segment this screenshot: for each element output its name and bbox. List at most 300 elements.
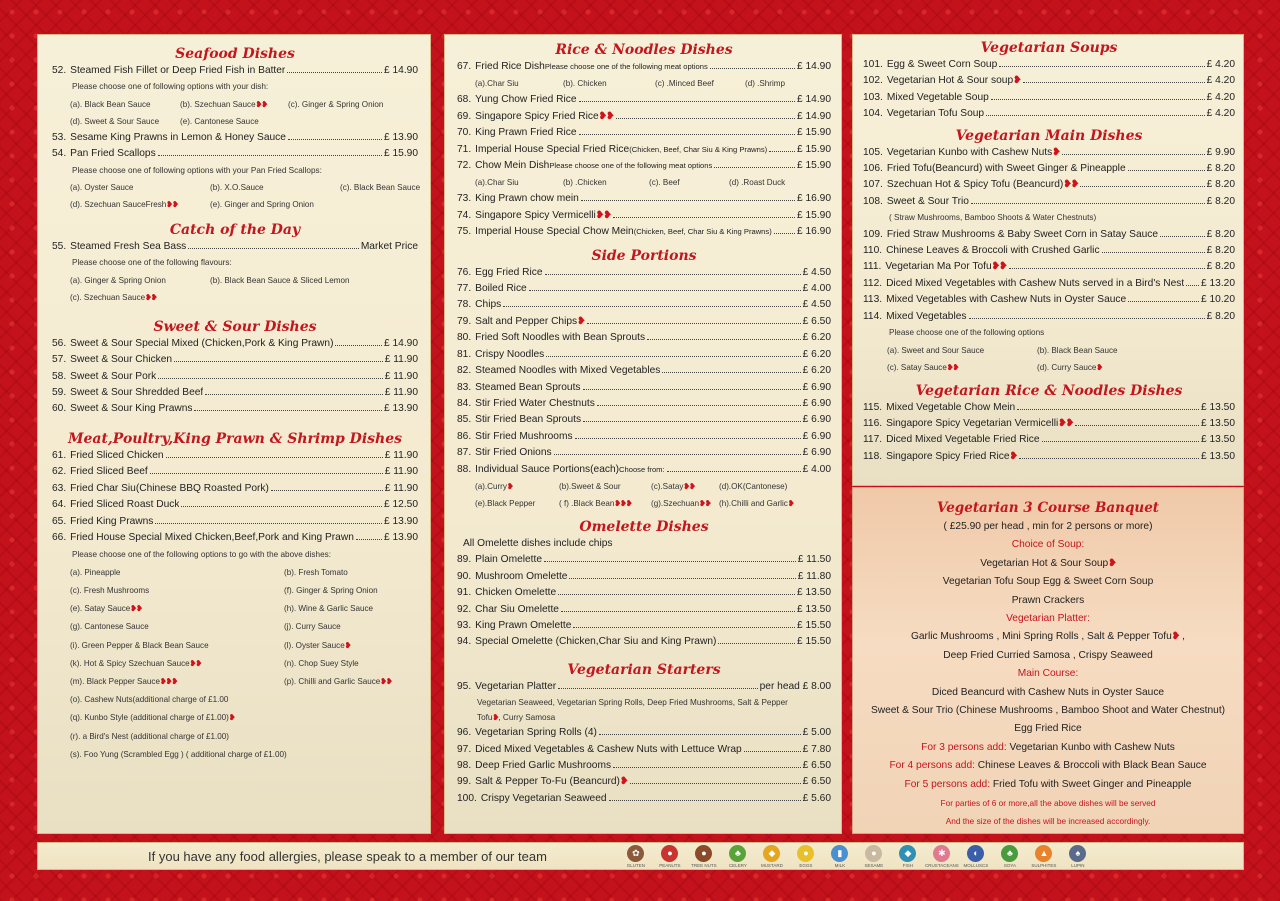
item-name: Vegetarian Kunbo with Cashew Nuts — [886, 146, 1053, 158]
option: (c). Fresh Mushrooms — [70, 585, 150, 595]
banquet-main-heading: Main Course: — [1017, 668, 1079, 680]
banquet-add-5: For 5 persons add: Fried Tofu with Sweet Ginger and Pineapple — [904, 778, 1192, 790]
option: (j). Curry Sauce — [284, 622, 341, 632]
item-name: Chinese Leaves & Broccoli with Crushed Garlic — [886, 245, 1100, 257]
item-number: 68. — [457, 94, 472, 106]
item-price: £ 4.50 — [802, 266, 831, 278]
menu-item — [863, 292, 1235, 308]
trio-note: ( Straw Mushrooms, Bamboo Shoots & Water Chestnuts) — [889, 213, 1097, 223]
item-number: 95. — [457, 680, 472, 692]
item-name: Fried Char Siu(Chinese BBQ Roasted Pork) — [70, 482, 269, 494]
sulphite-icon: ▲ — [1035, 845, 1052, 862]
item-name: Mixed Vegetables — [886, 310, 967, 322]
item-price: £ 9.90 — [1206, 146, 1235, 158]
item-number: 107. — [863, 179, 883, 191]
option: (c). Szechuan Sauce❥❥ — [70, 292, 157, 302]
item-price: £ 15.90 — [797, 143, 831, 155]
menu-item — [457, 412, 831, 428]
item-price: £ 4.20 — [1206, 91, 1235, 103]
item-price: £ 13.50 — [797, 587, 831, 599]
item-number: 67. — [457, 61, 472, 72]
option: (m). Black Pepper Sauce❥❥❥ — [70, 676, 178, 686]
item-price: £ 11.90 — [384, 370, 418, 382]
item-name: Steamed Fresh Sea Bass — [70, 241, 187, 253]
item-price: £ 12.50 — [384, 499, 418, 511]
options-list — [52, 179, 421, 213]
item-number: 55. — [52, 241, 67, 253]
item-price: £ 8.20 — [1206, 163, 1235, 175]
chili-icon: ❥❥ — [145, 292, 157, 302]
item-name: Fried Tofu(Beancurd) with Sweet Ginger & Pineapple — [886, 163, 1126, 175]
item-name: Sweet & Sour Chicken — [70, 354, 173, 366]
chili-icon: ❥ — [577, 315, 585, 327]
option: (n). Chop Suey Style — [284, 658, 359, 668]
option: (a).Curry❥ — [475, 481, 513, 491]
menu-item — [457, 191, 831, 207]
menu-item — [52, 352, 418, 368]
option: (b). Black Bean Sauce & Sliced Lemon — [210, 275, 350, 285]
options-list — [457, 75, 831, 92]
item-price: £ 6.90 — [802, 397, 831, 409]
menu-item — [457, 265, 831, 281]
item-name: Diced Mixed Vegetable Fried Rice — [886, 434, 1040, 446]
item-name: King Prawn chow mein — [475, 193, 579, 205]
item-number: 96. — [457, 727, 472, 739]
item-price: £ 4.20 — [1206, 108, 1235, 120]
milk-icon: ▮ — [831, 845, 848, 862]
menu-item — [457, 429, 831, 445]
menu-item — [457, 142, 831, 158]
section-title-catch: Catch of the Day — [169, 222, 301, 239]
banquet-soup-heading: Choice of Soup: — [1011, 539, 1085, 551]
allergen-label: CELERY — [728, 862, 747, 868]
option: (l). Oyster Sauce❥ — [284, 640, 351, 650]
allergen-label: SESAME — [864, 862, 884, 868]
item-price: £ 14.90 — [384, 65, 418, 76]
allergen-label: TREE NUTS — [691, 862, 717, 868]
option: (d). Curry Sauce❥ — [1037, 362, 1103, 372]
item-name: Vegetarian Spring Rolls (4) — [475, 727, 597, 739]
item-number: 112. — [863, 277, 883, 289]
options-note: Please choose one of the following options to go with the above dishes: — [72, 550, 331, 560]
item-number: 89. — [457, 554, 472, 566]
item-name: King Prawn Fried Rice — [475, 127, 577, 139]
menu-item — [457, 158, 831, 174]
menu-item — [457, 774, 831, 790]
item-name: Singapore Spicy Vegetarian Vermicelli — [886, 417, 1059, 429]
item-number: 81. — [457, 348, 472, 360]
item-price: Market Price — [360, 241, 418, 253]
menu-item — [863, 145, 1235, 161]
allergen-label: SOYA — [1003, 862, 1016, 868]
item-number: 75. — [457, 226, 472, 238]
item-price: £ 15.50 — [797, 619, 831, 631]
item-name: Crispy Vegetarian Seaweed — [480, 792, 607, 804]
option: (a). Ginger & Spring Onion — [70, 275, 166, 285]
menu-item — [863, 400, 1235, 416]
options-list — [457, 478, 831, 512]
menu-item — [457, 92, 831, 108]
item-price: £ 4.20 — [1206, 75, 1235, 87]
menu-item — [457, 758, 831, 774]
menu-item — [52, 530, 418, 546]
item-name: Sesame King Prawns in Lemon & Honey Sauce — [70, 131, 286, 143]
banquet-main-3: Egg Fried Rice — [1014, 723, 1082, 735]
allergen-label: MILK — [834, 862, 846, 868]
chili-icon: ❥ — [1096, 362, 1103, 372]
menu-item — [52, 239, 418, 255]
menu-column-1 — [37, 34, 431, 834]
item-name: Sweet & Sour Trio — [886, 195, 969, 207]
option: (b). Szechuan Sauce❥❥ — [180, 99, 268, 109]
option: (e). Cantonese Sauce — [180, 116, 259, 126]
item-number: 92. — [457, 603, 472, 615]
menu-item — [457, 224, 831, 240]
menu-item — [52, 481, 418, 497]
chili-icon: ❥ — [787, 498, 794, 508]
chili-icon: ❥❥❥ — [159, 676, 178, 686]
option: (g).Szechuan❥❥ — [651, 498, 711, 508]
item-number: 106. — [863, 163, 883, 175]
banquet-main-2: Sweet & Sour Trio (Chinese Mushrooms , Bamboo Shoot and Water Chestnut) — [870, 705, 1226, 717]
item-number: 65. — [52, 515, 67, 527]
banquet-platter-1: Garlic Mushrooms , Mini Spring Rolls , Salt & Pepper Tofu❥ , — [910, 631, 1186, 643]
chili-icon: ❥ — [1013, 75, 1021, 87]
item-name: Fried Sliced Roast Duck — [70, 499, 180, 511]
option: (a).Char Siu — [475, 178, 519, 188]
chili-icon: ❥❥ — [166, 200, 178, 210]
allergen-label: LUPIN — [1071, 862, 1085, 868]
option: (f). Ginger & Spring Onion — [284, 585, 378, 595]
chili-icon: ❥ — [228, 713, 235, 723]
item-name: Salt and Pepper Chips — [475, 315, 578, 327]
option: (p). Chilli and Garlic Sauce❥❥ — [284, 676, 392, 686]
item-name: Fried Soft Noodles with Bean Sprouts — [475, 332, 646, 344]
item-price: £ 13.90 — [384, 515, 418, 527]
option: (e). Satay Sauce❥❥ — [70, 604, 142, 614]
menu-item — [457, 347, 831, 363]
options-list — [863, 342, 1235, 376]
soya-icon: ♣ — [1001, 845, 1018, 862]
banquet-add-4: For 4 persons add: Chinese Leaves & Broccoli with Black Bean Sauce — [889, 760, 1207, 772]
item-number: 78. — [457, 299, 472, 311]
item-price: £ 15.50 — [797, 636, 831, 648]
chili-icon: ❥❥ — [1058, 417, 1074, 429]
option: (b). Black Bean Sauce — [1037, 345, 1118, 355]
item-name: Singapore Spicy Vermicelli — [475, 209, 596, 221]
item-number: 60. — [52, 403, 67, 415]
item-number: 99. — [457, 776, 472, 788]
item-number: 101. — [863, 59, 883, 70]
celery-icon: ♣ — [729, 845, 746, 862]
chili-icon: ❥ — [344, 640, 351, 650]
item-price: £ 14.90 — [797, 61, 831, 72]
item-name: Yung Chow Fried Rice — [475, 94, 577, 106]
menu-item — [52, 385, 418, 401]
item-price: £ 16.90 — [797, 226, 831, 238]
item-name: Boiled Rice — [475, 283, 527, 295]
item-name: Mixed Vegetable Chow Mein — [886, 401, 1016, 413]
allergen-label: FISH — [902, 862, 914, 868]
menu-item — [863, 276, 1235, 292]
chili-icon: ❥ — [1171, 631, 1180, 643]
item-number: 53. — [52, 131, 67, 143]
banquet-price: ( £25.90 per head , min for 2 persons or more) — [943, 521, 1153, 532]
option: (c). Beef — [649, 178, 680, 188]
banquet-add-3: For 3 persons add: Vegetarian Kunbo with Cashew Nuts — [921, 741, 1175, 753]
banquet-platter-heading: Vegetarian Platter: — [1006, 613, 1090, 625]
item-number: 110. — [863, 245, 883, 257]
item-number: 84. — [457, 397, 472, 409]
item-price: £ 5.00 — [802, 727, 831, 739]
item-price: £ 11.80 — [797, 570, 831, 582]
menu-item — [457, 314, 831, 330]
item-price: £ 13.50 — [1201, 450, 1235, 462]
chili-icon: ❥❥ — [699, 498, 711, 508]
item-name: Stir Fried Onions — [475, 447, 552, 459]
item-name: Deep Fried Garlic Mushrooms — [475, 760, 612, 771]
menu-item — [457, 445, 831, 461]
item-name: Salt & Pepper To-Fu (Beancurd) — [475, 776, 620, 788]
option: (h).Chilli and Garlic❥ — [719, 498, 794, 508]
chili-icon: ❥ — [1009, 450, 1018, 462]
item-name: Mushroom Omelette — [475, 570, 568, 582]
section-title-veg-starters: Vegetarian Starters — [567, 661, 721, 678]
menu-item — [863, 243, 1235, 259]
item-name: Imperial House Special Chow Mein — [475, 226, 634, 238]
item-name: Fried Straw Mushrooms & Baby Sweet Corn in Satay Sauce — [886, 228, 1159, 240]
menu-item — [52, 401, 418, 417]
item-number: 85. — [457, 414, 472, 426]
item-price: £ 13.50 — [1201, 401, 1235, 413]
item-number: 73. — [457, 193, 472, 205]
chili-icon: ❥❥ — [189, 658, 202, 668]
option: (d) .Roast Duck — [729, 178, 786, 188]
item-price: £ 8.20 — [1206, 261, 1235, 273]
item-name: Fried Sliced Chicken — [70, 449, 164, 461]
item-number: 52. — [52, 65, 67, 76]
menu-item — [863, 309, 1235, 325]
menu-item — [457, 569, 831, 585]
option: (c). Satay Sauce❥❥ — [887, 362, 959, 372]
allergen-icons — [619, 845, 1095, 868]
item-number: 111. — [863, 261, 882, 273]
item-price: £ 6.20 — [802, 348, 831, 360]
allergen-badge — [1061, 845, 1095, 868]
item-number: 71. — [457, 143, 472, 155]
item-name: Steamed Noodles with Mixed Vegetables — [475, 365, 661, 377]
option: (r). a Bird's Nest (additional charge of £1.00) — [70, 731, 229, 741]
item-number: 102. — [863, 75, 883, 87]
item-number: 82. — [457, 365, 472, 377]
item-number: 116. — [863, 417, 883, 429]
item-note: (Chicken, Beef, Char Siu & King Prawns) — [629, 144, 768, 154]
item-price: £ 11.90 — [384, 354, 418, 366]
menu-item — [52, 514, 418, 530]
menu-item — [457, 281, 831, 297]
allergen-badge — [993, 845, 1027, 868]
chili-icon: ❥❥ — [1063, 179, 1079, 191]
item-name: Crispy Noodles — [475, 348, 545, 360]
item-number: 115. — [863, 401, 883, 413]
banquet-soup-2: Vegetarian Tofu Soup Egg & Sweet Corn Soup — [942, 576, 1154, 588]
section-title-rice-noodles: Rice & Noodles Dishes — [555, 42, 733, 58]
item-number: 97. — [457, 743, 472, 755]
item-price: £ 6.90 — [802, 430, 831, 442]
option: (b).Sweet & Sour — [559, 481, 621, 491]
item-price: £ 13.50 — [797, 603, 831, 615]
item-number: 103. — [863, 91, 883, 103]
item-price: £ 8.20 — [1206, 179, 1235, 191]
chili-icon: ❥ — [492, 713, 499, 723]
option: (e).Black Pepper — [475, 498, 536, 508]
allergen-badge — [925, 845, 959, 868]
option: ( f) .Black Bean❥❥❥ — [559, 498, 632, 508]
item-name: Individual Sauce Portions(each) — [475, 463, 620, 475]
banquet-platter-2: Deep Fried Curried Samosa , Crispy Seaweed — [943, 649, 1153, 661]
item-name: Fried Sliced Beef — [70, 466, 148, 478]
item-name: Singapore Spicy Fried Rice — [475, 110, 599, 122]
menu-item — [457, 125, 831, 141]
item-number: 104. — [863, 108, 883, 120]
menu-item — [457, 462, 831, 478]
item-name: Egg Fried Rice — [475, 266, 543, 278]
options-note: Please choose one of following options with your dish: — [72, 82, 269, 92]
options-extras — [52, 691, 418, 764]
item-price: £ 6.90 — [802, 447, 831, 459]
item-name: King Prawn Omelette — [475, 619, 572, 631]
menu-item — [52, 146, 418, 162]
item-price: £ 11.90 — [384, 449, 418, 461]
item-name: Fried House Special Mixed Chicken,Beef,Pork and King Prawn — [70, 531, 354, 543]
option: (d) .Shrimp — [745, 79, 786, 89]
allergy-footer — [37, 842, 1244, 870]
item-name: Stir Fried Mushrooms — [475, 430, 573, 442]
option: (b). X.O.Sauce — [210, 183, 264, 193]
item-price: £ 16.90 — [797, 193, 831, 205]
allergen-label: MOLLUSCS — [963, 862, 989, 868]
menu-item — [457, 602, 831, 618]
menu-item — [457, 396, 831, 412]
option: (h). Wine & Garlic Sauce — [284, 604, 374, 614]
allergen-badge — [891, 845, 925, 868]
menu-item — [863, 194, 1235, 210]
item-price: £ 4.00 — [802, 283, 831, 295]
option: (a). Oyster Sauce — [70, 183, 134, 193]
item-price: £ 6.50 — [802, 315, 831, 327]
item-number: 72. — [457, 160, 472, 172]
option: (q). Kunbo Style (additional charge of £1.00)❥ — [70, 713, 235, 723]
sesame-icon: ● — [865, 845, 882, 862]
option: (g). Cantonese Sauce — [70, 622, 149, 632]
item-name: Sweet & Sour King Prawns — [70, 403, 193, 415]
egg-icon: ● — [797, 845, 814, 862]
item-number: 69. — [457, 110, 472, 122]
item-number: 109. — [863, 228, 883, 240]
item-number: 108. — [863, 195, 883, 207]
item-number: 66. — [52, 531, 67, 543]
chili-icon: ❥❥❥ — [614, 498, 632, 508]
options-note: Please choose one of the following flavours: — [72, 258, 232, 268]
menu-item — [457, 208, 831, 224]
item-price: £ 6.50 — [802, 776, 831, 788]
item-price: £ 15.90 — [797, 209, 831, 221]
chili-icon: ❥❥ — [255, 99, 268, 109]
option: (b). Chicken — [563, 79, 607, 89]
platter-contents: Vegetarian Seaweed, Vegetarian Spring Rolls, Deep Fried Mushrooms, Salt & Pepper Tofu❥, Curry Samosa — [477, 698, 788, 723]
menu-item — [457, 380, 831, 396]
item-number: 56. — [52, 337, 67, 349]
option: (a). Pineapple — [70, 567, 121, 577]
banquet-main-1: Diced Beancurd with Cashew Nuts in Oyster Sauce — [931, 686, 1165, 698]
allergen-badge — [755, 845, 789, 868]
menu-item — [863, 57, 1235, 73]
item-number: 59. — [52, 387, 67, 399]
menu-item — [863, 259, 1235, 275]
item-name: Pan Fried Scallops — [70, 148, 156, 160]
menu-item — [52, 497, 418, 513]
options-list — [52, 564, 418, 691]
item-name: Singapore Spicy Fried Rice — [886, 450, 1010, 462]
item-number: 114. — [863, 310, 883, 322]
allergen-label: CRUSTACEANS — [925, 862, 959, 868]
item-price: £ 11.50 — [797, 554, 831, 566]
item-name: Chow Mein Dish — [475, 160, 550, 172]
option: (a). Sweet and Sour Sauce — [887, 345, 985, 355]
menu-item — [52, 63, 418, 79]
item-price: £ 11.90 — [384, 387, 418, 399]
item-price: £ 8.20 — [1206, 228, 1235, 240]
allergen-badge — [653, 845, 687, 868]
item-name: Steamed Bean Sprouts — [475, 381, 581, 393]
banquet-soup-1: Vegetarian Hot & Sour Soup❥ — [980, 557, 1116, 569]
options-note: Please choose one of the following options — [889, 328, 1045, 338]
option: (a).Char Siu — [475, 79, 519, 89]
allergen-label: GLUTEN — [626, 862, 646, 868]
allergen-badge — [687, 845, 721, 868]
option: (c) .Minced Beef — [655, 79, 714, 89]
menu-item — [52, 369, 418, 385]
chili-icon: ❥ — [619, 776, 628, 788]
item-name: Char Siu Omelette — [475, 603, 559, 615]
chili-icon: ❥❥ — [130, 604, 142, 614]
chili-icon: ❥ — [1108, 557, 1116, 569]
option: (d). Sweet & Sour Sauce — [70, 116, 160, 126]
allergen-badge — [619, 845, 653, 868]
allergen-label: EGGS — [799, 862, 813, 868]
chili-icon: ❥❥ — [380, 676, 392, 686]
section-title-veg-rice: Vegetarian Rice & Noodles Dishes — [915, 382, 1183, 399]
item-number: 98. — [457, 760, 472, 771]
item-number: 86. — [457, 430, 472, 442]
option: (a). Black Bean Sauce — [70, 99, 151, 109]
menu-item — [52, 464, 418, 480]
section-title-veg-soups: Vegetarian Soups — [980, 40, 1118, 56]
item-name: Fried King Prawns — [70, 515, 154, 527]
item-price: £ 6.20 — [802, 365, 831, 377]
item-price: £ 8.20 — [1206, 310, 1235, 322]
item-name: Egg & Sweet Corn Soup — [886, 59, 998, 70]
item-price: £ 5.60 — [802, 792, 831, 804]
menu-item — [52, 130, 418, 146]
item-note: Choose from: — [619, 464, 665, 474]
section-title-meat: Meat,Poultry,King Prawn & Shrimp Dishes — [67, 430, 402, 447]
tree-nut-icon: ● — [695, 845, 712, 862]
menu-item — [863, 106, 1235, 122]
menu-item — [457, 725, 831, 741]
item-number: 61. — [52, 449, 67, 461]
item-name: Mixed Vegetables with Cashew Nuts in Oyster Sauce — [886, 294, 1127, 306]
